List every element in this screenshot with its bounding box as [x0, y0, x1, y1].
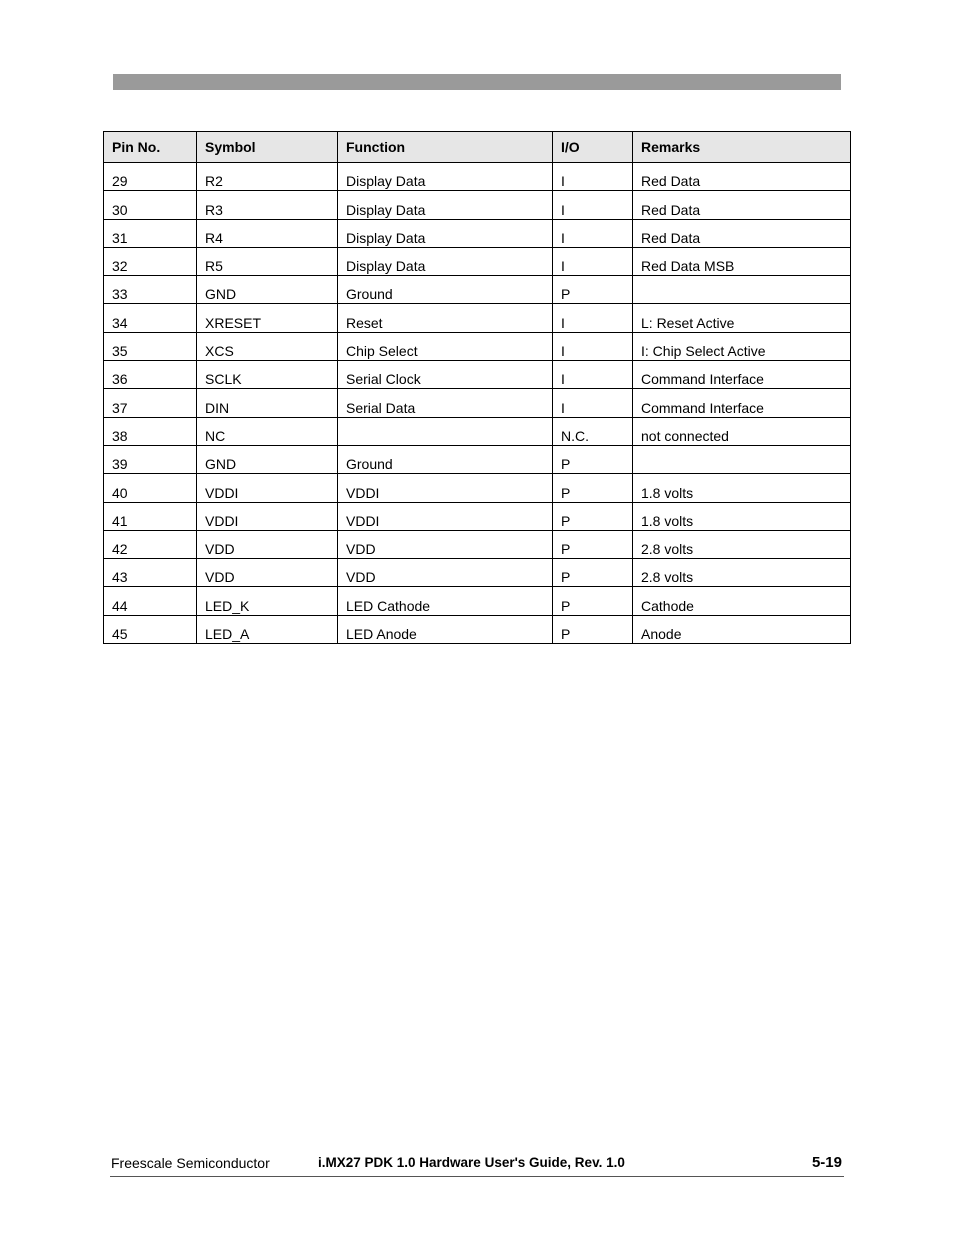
cell-io: I [553, 361, 633, 389]
cell-function: Display Data [338, 163, 553, 191]
table-row [104, 304, 851, 332]
cell-symbol: LED_K [197, 587, 338, 615]
table-row [104, 389, 851, 417]
cell-pin-no: 36 [104, 361, 197, 389]
cell-io: I [553, 332, 633, 360]
cell-function [338, 417, 553, 445]
cell-function: Chip Select [338, 332, 553, 360]
table-row [104, 502, 851, 530]
cell-function: Reset [338, 304, 553, 332]
cell-io: I [553, 163, 633, 191]
page-footer [111, 1152, 844, 1174]
cell-function: VDDI [338, 474, 553, 502]
cell-pin-no: 38 [104, 417, 197, 445]
cell-function: VDDI [338, 502, 553, 530]
cell-symbol: LED_A [197, 615, 338, 643]
cell-io: P [553, 276, 633, 304]
cell-pin-no: 43 [104, 559, 197, 587]
cell-remarks: Anode [633, 615, 851, 643]
table-row [104, 361, 851, 389]
table-row [104, 587, 851, 615]
cell-function: Serial Data [338, 389, 553, 417]
table-row [104, 276, 851, 304]
cell-io: P [553, 445, 633, 473]
cell-function: LED Cathode [338, 587, 553, 615]
cell-remarks: Command Interface [633, 389, 851, 417]
cell-remarks: Command Interface [633, 361, 851, 389]
cell-remarks [633, 445, 851, 473]
cell-pin-no: 42 [104, 530, 197, 558]
cell-io: P [553, 559, 633, 587]
header-io: I/O [553, 132, 633, 163]
cell-pin-no: 37 [104, 389, 197, 417]
cell-io: P [553, 502, 633, 530]
cell-pin-no: 45 [104, 615, 197, 643]
cell-remarks: Red Data MSB [633, 247, 851, 275]
cell-remarks: Cathode [633, 587, 851, 615]
cell-remarks: Red Data [633, 219, 851, 247]
cell-io: I [553, 389, 633, 417]
cell-function: VDD [338, 530, 553, 558]
cell-symbol: VDDI [197, 502, 338, 530]
cell-pin-no: 33 [104, 276, 197, 304]
cell-io: I [553, 304, 633, 332]
cell-symbol: XRESET [197, 304, 338, 332]
cell-symbol: VDD [197, 559, 338, 587]
cell-symbol: NC [197, 417, 338, 445]
cell-symbol: GND [197, 276, 338, 304]
table-row [104, 417, 851, 445]
cell-symbol: R3 [197, 191, 338, 219]
cell-remarks: L: Reset Active [633, 304, 851, 332]
cell-function: LED Anode [338, 615, 553, 643]
cell-pin-no: 29 [104, 163, 197, 191]
cell-symbol: SCLK [197, 361, 338, 389]
cell-remarks: not connected [633, 417, 851, 445]
table-row [104, 191, 851, 219]
table-header-row [104, 132, 851, 163]
cell-pin-no: 39 [104, 445, 197, 473]
cell-symbol: R2 [197, 163, 338, 191]
cell-pin-no: 41 [104, 502, 197, 530]
table-body [104, 163, 851, 644]
cell-symbol: R4 [197, 219, 338, 247]
cell-function: Display Data [338, 247, 553, 275]
header-remarks: Remarks [633, 132, 851, 163]
cell-io: I [553, 219, 633, 247]
table-row [104, 615, 851, 643]
cell-function: Serial Clock [338, 361, 553, 389]
cell-function: Display Data [338, 191, 553, 219]
cell-pin-no: 34 [104, 304, 197, 332]
cell-pin-no: 30 [104, 191, 197, 219]
cell-function: VDD [338, 559, 553, 587]
pin-assignment-table [103, 131, 851, 644]
header-symbol: Symbol [197, 132, 338, 163]
cell-io: N.C. [553, 417, 633, 445]
table-row [104, 332, 851, 360]
footer-rule [110, 1176, 844, 1177]
cell-remarks: 1.8 volts [633, 474, 851, 502]
cell-remarks: Red Data [633, 191, 851, 219]
cell-remarks [633, 276, 851, 304]
cell-io: P [553, 587, 633, 615]
cell-symbol: GND [197, 445, 338, 473]
cell-remarks: 2.8 volts [633, 559, 851, 587]
cell-io: P [553, 530, 633, 558]
cell-pin-no: 31 [104, 219, 197, 247]
cell-pin-no: 32 [104, 247, 197, 275]
cell-remarks: 2.8 volts [633, 530, 851, 558]
cell-symbol: VDD [197, 530, 338, 558]
cell-symbol: DIN [197, 389, 338, 417]
page-header-bar [113, 74, 841, 90]
table-row [104, 530, 851, 558]
cell-pin-no: 35 [104, 332, 197, 360]
cell-io: I [553, 191, 633, 219]
cell-function: Ground [338, 445, 553, 473]
cell-function: Ground [338, 276, 553, 304]
cell-function: Display Data [338, 219, 553, 247]
table-row [104, 559, 851, 587]
table-row [104, 247, 851, 275]
footer-page-number: 5-19 [811, 1154, 842, 1171]
table-row [104, 445, 851, 473]
header-pin-no: Pin No. [104, 132, 197, 163]
cell-io: P [553, 615, 633, 643]
cell-io: P [553, 474, 633, 502]
cell-symbol: XCS [197, 332, 338, 360]
cell-symbol: VDDI [197, 474, 338, 502]
cell-remarks: 1.8 volts [633, 502, 851, 530]
table-row [104, 474, 851, 502]
table-row [104, 219, 851, 247]
footer-company: Freescale Semiconductor [111, 1155, 270, 1171]
footer-doc-title: i.MX27 PDK 1.0 Hardware User's Guide, Rev. 1.0 [318, 1155, 625, 1170]
cell-pin-no: 40 [104, 474, 197, 502]
cell-symbol: R5 [197, 247, 338, 275]
cell-io: I [553, 247, 633, 275]
cell-remarks: I: Chip Select Active [633, 332, 851, 360]
table-row [104, 163, 851, 191]
header-function: Function [338, 132, 553, 163]
cell-pin-no: 44 [104, 587, 197, 615]
cell-remarks: Red Data [633, 163, 851, 191]
